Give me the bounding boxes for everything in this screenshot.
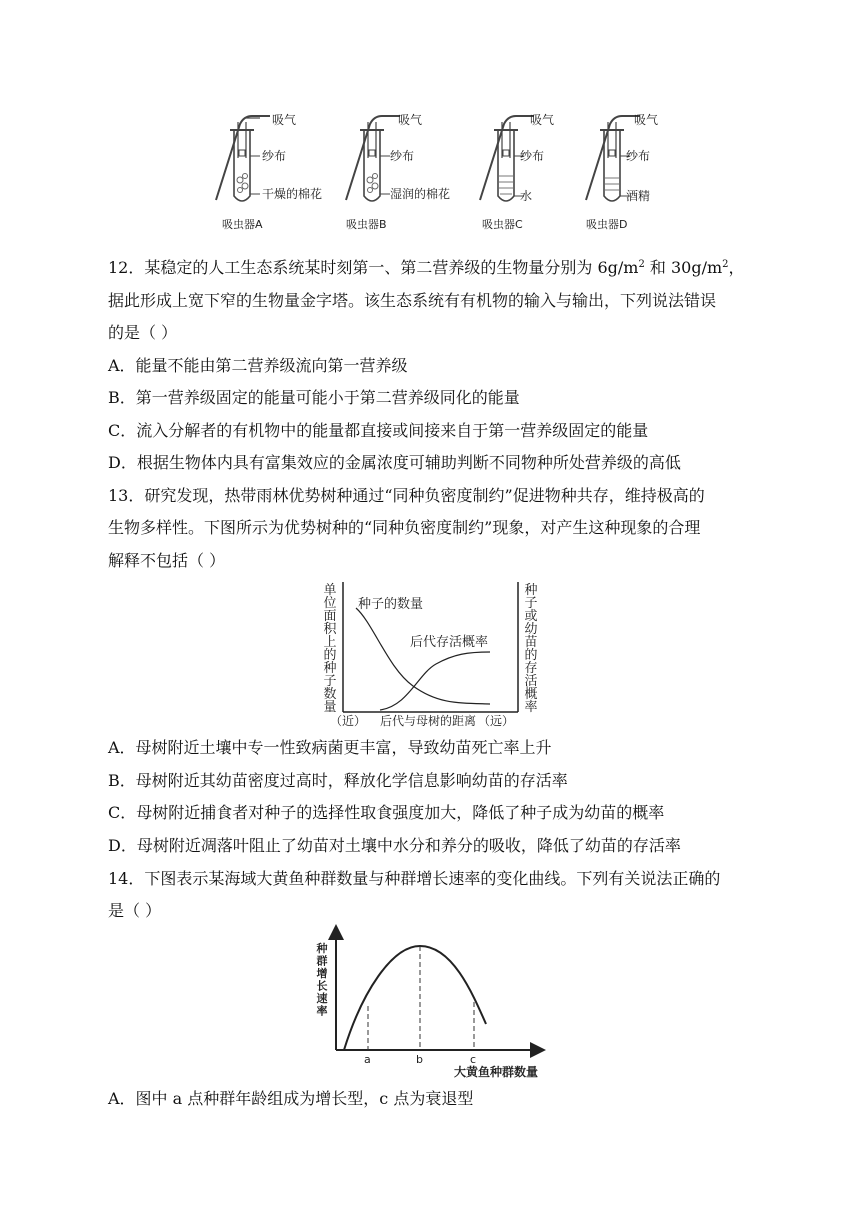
q13-option-b: B．母树附近其幼苗密度过高时，释放化学信息影响幼苗的存活率 — [108, 771, 568, 790]
q14-x-axis-label: 大黄鱼种群数量 — [454, 1065, 539, 1079]
aspirator-b-top-label: 吸气 — [398, 113, 423, 127]
q13-right-axis-char: 的 — [524, 648, 538, 663]
q13-right-axis-char: 苗 — [524, 635, 538, 650]
aspirator-a-bottom-label: 干燥的棉花 — [262, 187, 323, 201]
q13-right-axis-char: 种 — [524, 583, 538, 598]
q12-stem-part2: 和 30g/m — [644, 258, 723, 277]
q13-option-c: C．母树附近捕食者对种子的选择性取食强度加大，降低了种子成为幼苗的概率 — [108, 803, 665, 822]
q14-growth-rate-curve — [344, 946, 486, 1050]
q13-right-axis-char: 存 — [524, 661, 538, 676]
aspirator-c-top-label: 吸气 — [530, 113, 555, 127]
q13-stem-line1: 13．研究发现，热带雨林优势树种通过“同种负密度制约”促进物种共存，维持极高的 — [108, 486, 705, 505]
q13-stem-line3: 解释不包括（ ） — [108, 551, 226, 570]
q13-x-axis-label: 后代与母树的距离 — [380, 714, 477, 728]
q13-left-axis-char: 位 — [323, 596, 337, 611]
q12-option-d: D．根据生物体内具有富集效应的金属浓度可辅助判断不同物种所处营养级的高低 — [108, 453, 681, 472]
aspirator-a-mid-label: 纱布 — [262, 149, 287, 163]
q12-option-b: B．第一营养级固定的能量可能小于第二营养级同化的能量 — [108, 388, 520, 407]
aspirator-a-top-label: 吸气 — [272, 113, 297, 127]
q14-point-a: a — [364, 1053, 371, 1066]
aspirator-b-bottom-label: 湿润的棉花 — [390, 187, 451, 201]
q13-option-d: D．母树附近凋落叶阻止了幼苗对土壤中水分和养分的吸收，降低了幼苗的存活率 — [108, 836, 681, 855]
aspirator-d-bottom-label: 酒精 — [626, 189, 651, 203]
q12-stem-part1: 12．某稳定的人工生态系统某时刻第一、第二营养级的生物量分别为 6g/m — [108, 258, 639, 277]
q13-right-axis-char: 活 — [524, 674, 538, 689]
aspirator-d-mid-label: 纱布 — [626, 149, 651, 163]
q14-chart — [312, 922, 552, 1082]
aspirator-d-caption: 吸虫器D — [586, 218, 628, 231]
q12-stem-line2: 据此形成上宽下窄的生物量金字塔。该生态系统有有机物的输入与输出，下列说法错误 — [108, 291, 717, 310]
q13-curve2-label: 后代存活概率 — [410, 635, 489, 650]
q13-right-axis-char: 或 — [524, 609, 538, 624]
aspirator-b-caption: 吸虫器B — [346, 218, 387, 231]
q13-survival-curve — [380, 652, 490, 710]
q13-right-axis-char: 率 — [524, 700, 538, 715]
q14-option-a: A．图中 a 点种群年龄组成为增长型，c 点为衰退型 — [108, 1089, 474, 1108]
q13-x-far-label: （远） — [478, 714, 515, 728]
q13-left-axis-char: 的 — [323, 648, 337, 663]
q13-stem-line2: 生物多样性。下图所示为优势树种的“同种负密度制约”现象，对产生这种现象的合理 — [108, 518, 701, 537]
q12-stem-line1 — [108, 258, 745, 278]
q13-left-axis-char: 数 — [323, 687, 337, 702]
q13-left-axis-char: 种 — [323, 661, 337, 676]
q13-right-axis-char: 子 — [524, 596, 538, 611]
q12-option-a: A．能量不能由第二营养级流向第一营养级 — [108, 356, 408, 375]
q13-x-near-label: （近） — [330, 714, 367, 728]
q13-left-axis-char: 量 — [323, 700, 337, 715]
q14-y-axis-char: 增 — [316, 967, 328, 980]
aspirator-d-top-label: 吸气 — [634, 113, 659, 127]
q13-right-axis-char: 概 — [524, 687, 538, 702]
q13-option-a: A．母树附近土壤中专一性致病菌更丰富，导致幼苗死亡率上升 — [108, 738, 552, 757]
q14-y-axis-char: 率 — [316, 1004, 328, 1018]
q14-point-c: c — [470, 1053, 477, 1066]
q14-stem-line2: 是（ ） — [108, 901, 162, 920]
q13-left-axis-char: 上 — [323, 635, 337, 650]
q13-left-axis-char: 面 — [323, 609, 337, 624]
q13-left-axis-char: 子 — [323, 674, 337, 689]
q13-left-axis-label — [323, 583, 337, 715]
aspirator-c-bottom-label: 水 — [520, 189, 533, 203]
q13-left-axis-char: 积 — [323, 622, 337, 637]
q12-stem-part3: ， — [728, 258, 745, 277]
q12-stem-line3: 的是（ ） — [108, 323, 178, 342]
q12-option-c: C．流入分解者的有机物中的能量都直接或间接来自于第一营养级固定的能量 — [108, 421, 649, 440]
q14-y-axis-char: 群 — [316, 954, 328, 968]
aspirator-a-caption: 吸虫器A — [222, 218, 263, 231]
aspirator-b-mid-label: 纱布 — [390, 149, 415, 163]
q12-unit-sup1: 2 — [638, 259, 645, 270]
q14-y-axis-char: 种 — [316, 942, 328, 955]
q14-y-axis-char: 速 — [316, 992, 328, 1005]
q13-left-axis-char: 单 — [323, 583, 337, 598]
q12-unit-sup2: 2 — [722, 259, 729, 270]
q13-curve1-label: 种子的数量 — [358, 597, 424, 612]
aspirator-c-caption: 吸虫器C — [482, 218, 523, 231]
q13-seed-count-curve — [356, 608, 490, 704]
q14-y-axis-char: 长 — [316, 979, 328, 993]
q14-y-axis-label — [316, 941, 328, 1018]
q13-right-axis-char: 幼 — [524, 622, 538, 637]
aspirator-c-mid-label: 纱布 — [520, 149, 545, 163]
q13-right-axis-label — [524, 583, 537, 715]
q14-stem-line1: 14．下图表示某海域大黄鱼种群数量与种群增长速率的变化曲线。下列有关说法正确的 — [108, 869, 721, 888]
q14-point-b: b — [416, 1053, 423, 1066]
aspirator-diagrams — [0, 0, 860, 240]
q13-chart — [318, 578, 578, 728]
